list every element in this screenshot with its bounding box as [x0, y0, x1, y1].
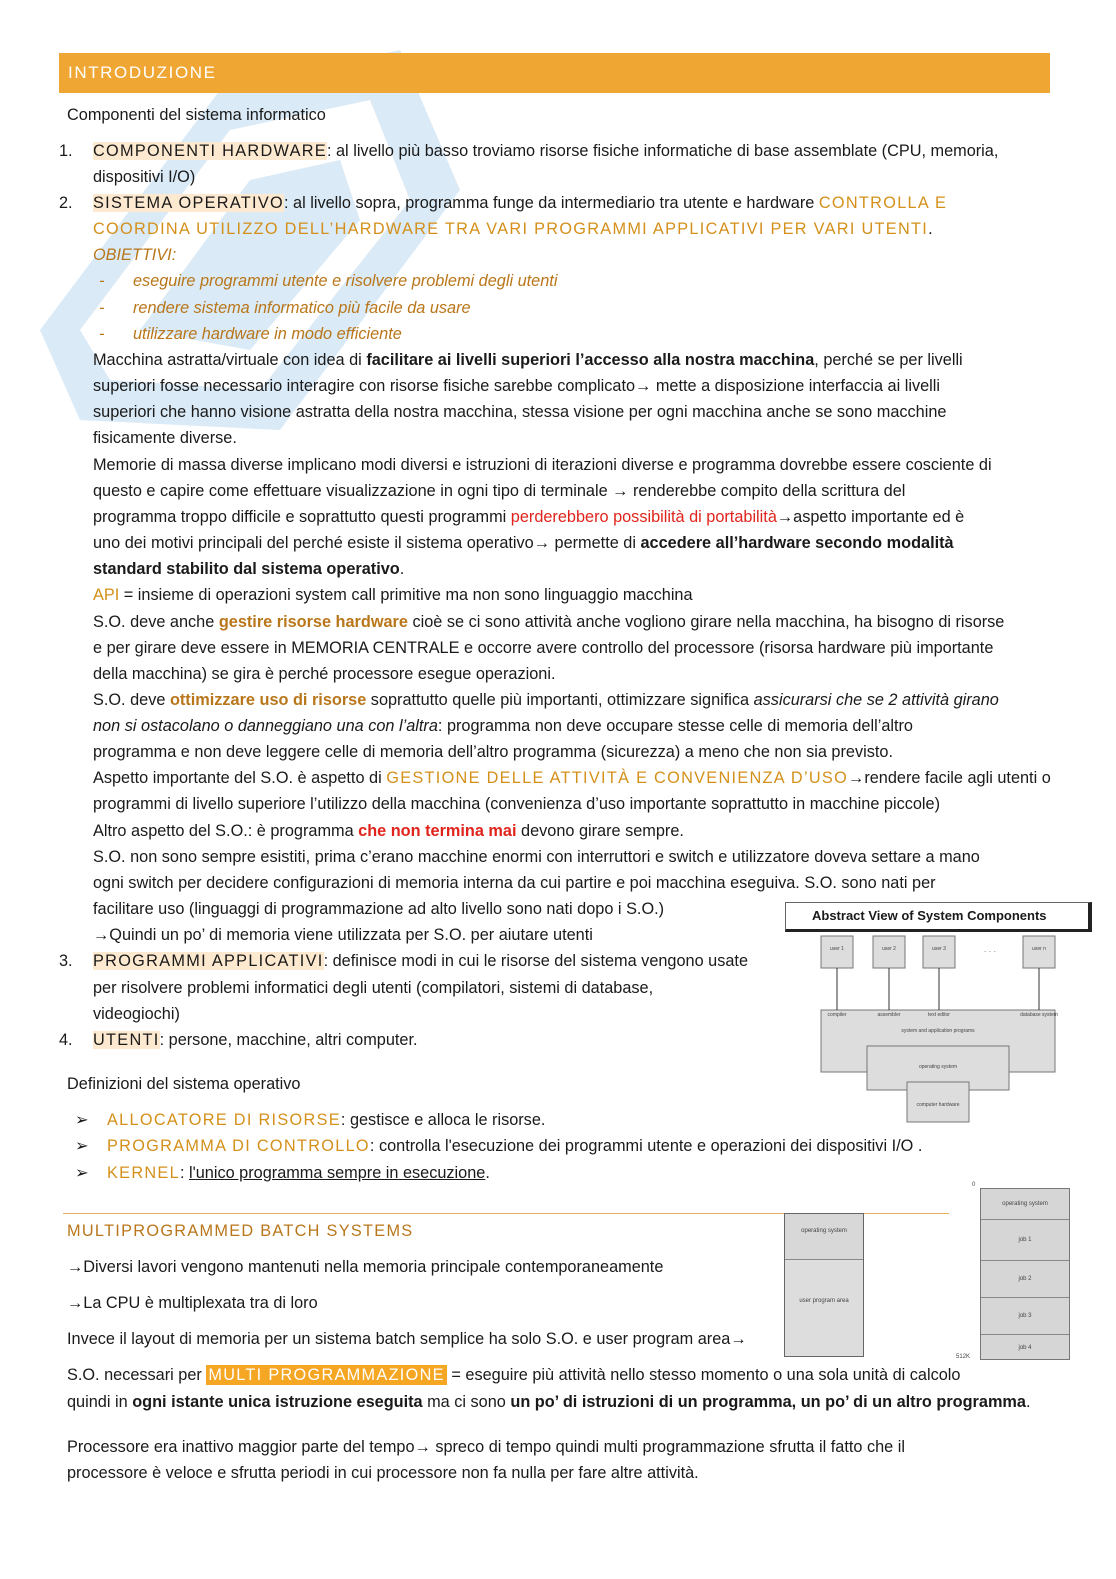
text-line: non si ostacolano o danneggiano una con l’altra: programma non deve occupare stesse celle di memoria dell’altro	[93, 717, 913, 735]
sys-apps-label: system and application programs	[901, 1028, 975, 1034]
dash: -	[99, 325, 105, 343]
memory-size: 512K	[956, 1354, 971, 1360]
text-line: Memorie di massa diverse implicano modi diversi e istruzioni di iterazioni diverse e programma dovrebbe essere cosciente di	[93, 456, 992, 474]
list-number: 4.	[59, 1031, 73, 1049]
user-label: user 3	[932, 946, 946, 952]
intro-subtitle: Componenti del sistema informatico	[67, 106, 326, 124]
app-label: assembler	[877, 1012, 901, 1018]
text-line: →Quindi un po’ di memoria viene utilizzata per S.O. per aiutare utenti	[93, 926, 593, 944]
text-line: S.O. deve anche gestire risorse hardware cioè se ci sono attività anche vogliono girare nella macchina, ha bisogno di risorse	[93, 613, 1005, 631]
text-line: e per girare deve essere in MEMORIA CENTRALE e occorre avere controllo del processore (risorsa hardware più importante	[93, 639, 994, 657]
definition-item: ALLOCATORE DI RISORSE: gestisce e alloca le risorse.	[107, 1111, 546, 1129]
text-line: COORDINA UTILIZZO DELL’HARDWARE TRA VARI PROGRAMMI APPLICATIVI PER VARI UTENTI.	[93, 220, 933, 238]
job-region: job 3	[981, 1298, 1069, 1335]
text-line: per risolvere problemi informatici degli utenti (compilatori, sistemi di database,	[93, 979, 654, 997]
text-line: S.O. necessari per MULTI PROGRAMMAZIONE = eseguire più attività nello stesso momento o una sola unità di calcolo	[67, 1366, 961, 1384]
text-line: S.O. non sono sempre esistiti, prima c’erano macchine enormi con interruttori e switch e utilizzatore doveva settare a mano	[93, 848, 980, 866]
text-line: programmi di livello superiore l’utilizzo della macchina (convenienza d’uso importante soprattutto in macchine piccole)	[93, 795, 941, 813]
job-region: job 1	[981, 1220, 1069, 1261]
text-line: videogiochi)	[93, 1005, 180, 1023]
apps-label: PROGRAMMI APPLICATIVI	[93, 952, 324, 970]
job-region: job 4	[1018, 1345, 1032, 1351]
definition-item: PROGRAMMA DI CONTROLLO: controlla l'esecuzione dei programmi utente e operazioni dei dispositivi I/O .	[107, 1137, 923, 1155]
text-line: standard stabilito dal sistema operativo.	[93, 560, 405, 578]
user-label: user 1	[830, 946, 844, 952]
definitions-title: Definizioni del sistema operativo	[67, 1075, 301, 1093]
text-line: facilitare uso (linguaggi di programmazione ad alto livello sono nati dopo i S.O.)	[93, 900, 665, 918]
definition-item: KERNEL: l'unico programma sempre in esecuzione.	[107, 1164, 490, 1182]
text-line: quindi in ogni istante unica istruzione eseguita ma ci sono un po’ di istruzioni di un programma, un po’ di un altro programma.	[67, 1393, 1031, 1411]
user-label: user n	[1032, 946, 1046, 952]
list-item-apps: PROGRAMMI APPLICATIVI: definisce modi in cui le risorse del sistema vengono usate	[93, 952, 748, 970]
text-line: Invece il layout di memoria per un sistema batch semplice ha solo S.O. e user program area→	[67, 1330, 747, 1348]
list-number: 1.	[59, 142, 73, 160]
text-line: della macchina) se gira è perché processore esegue operazioni.	[93, 665, 556, 683]
text-line: superiori che hanno visione astratta della nostra macchina, stessa visione per ogni macchina anche se sono macchine	[93, 403, 947, 421]
os-region: operating system	[785, 1214, 863, 1260]
job-region: job 2	[981, 1261, 1069, 1298]
text-line: Macchina astratta/virtuale con idea di facilitare ai livelli superiori l’accesso alla nostra macchina, perché se per livelli	[93, 351, 963, 369]
dash: -	[99, 299, 105, 317]
list-number: 2.	[59, 194, 73, 212]
abstract-view-diagram	[785, 902, 1095, 1132]
list-item-os: SISTEMA OPERATIVO: al livello sopra, programma funge da intermediario tra utente e hardware CONTROLLA E	[93, 194, 948, 212]
address-zero: 0	[972, 1182, 976, 1188]
text-line: programma troppo difficile e soprattutto questi programmi perderebbero possibilità di portabilità→aspetto importante ed è	[93, 508, 965, 526]
highlight-badge: MULTI PROGRAMMAZIONE	[208, 1366, 445, 1384]
user-label: user 2	[882, 946, 896, 952]
text-line: Processore era inattivo maggior parte del tempo→ spreco di tempo quindi multi programmazione sfrutta il fatto che il	[67, 1438, 905, 1456]
text-line: Altro aspetto del S.O.: è programma che non termina mai devono girare sempre.	[93, 822, 684, 840]
objective-item: utilizzare hardware in modo efficiente	[133, 325, 402, 343]
text-line: API = insieme di operazioni system call primitive ma non sono linguaggio macchina	[93, 586, 693, 604]
user-region: user program area	[799, 1298, 849, 1304]
text-line: uno dei motivi principali del perché esiste il sistema operativo→ permette di accedere all’hardware secondo modalità	[93, 534, 954, 552]
os-label: operating system	[918, 1064, 958, 1070]
diagram-title: Abstract View of System Components	[785, 902, 1092, 932]
text-line: questo e capire come effettuare visualizzazione in ogni tipo di terminale → renderebbe compito della scrittura del	[93, 482, 906, 500]
text-line: S.O. deve ottimizzare uso di risorse soprattutto quelle più importanti, ottimizzare significa assicurarsi che se 2 attività girano	[93, 691, 999, 709]
os-label: SISTEMA OPERATIVO	[93, 194, 284, 212]
app-label: compiler	[827, 1012, 847, 1018]
list-item-users: UTENTI: persone, macchine, altri computer.	[93, 1031, 418, 1049]
text-line: processore è veloce e sfrutta periodi in cui processore non fa nulla per fare altre attività.	[67, 1464, 699, 1482]
hw-label: computer hardware	[916, 1102, 960, 1108]
bullet-icon: ➢	[75, 1164, 89, 1182]
text-line: superiori fosse necessario interagire con risorse fisiche sarebbe complicato→ mette a disposizione interfaccia ai livelli	[93, 377, 941, 395]
list-item-hardware: COMPONENTI HARDWARE: al livello più basso troviamo risorse fisiche informatiche di base assemblate (CPU, memoria,	[93, 142, 999, 160]
text-line: →La CPU è multiplexata tra di loro	[67, 1294, 318, 1312]
hardware-label: COMPONENTI HARDWARE	[93, 142, 327, 160]
text-line: Aspetto importante del S.O. è aspetto di GESTIONE DELLE ATTIVITÀ E CONVENIENZA D’USO→rendere facile agli utenti o	[93, 769, 1051, 787]
list-number: 3.	[59, 952, 73, 970]
bullet-icon: ➢	[75, 1137, 89, 1155]
bullet-icon: ➢	[75, 1111, 89, 1129]
text-line: fisicamente diverse.	[93, 429, 237, 447]
text-line: ogni switch per decidere configurazioni di memoria interna da cui partire e poi macchina eseguiva. S.O. sono nati per	[93, 874, 936, 892]
objective-item: rendere sistema informatico più facile da usare	[133, 299, 471, 317]
text-line: →Diversi lavori vengono mantenuti nella memoria principale contemporaneamente	[67, 1258, 664, 1276]
objectives-heading: OBIETTIVI:	[93, 246, 177, 264]
text-line: dispositivi I/O)	[93, 168, 196, 186]
text-line: programma e non deve leggere celle di memoria dell’altro programma (sicurezza) a meno che non sia previsto.	[93, 743, 893, 761]
app-label: database system	[1020, 1012, 1058, 1018]
diagram-drawing	[785, 932, 1075, 1132]
section-title: INTRODUZIONE	[68, 63, 217, 82]
mbs-title: MULTIPROGRAMMED BATCH SYSTEMS	[67, 1222, 414, 1240]
objective-item: eseguire programmi utente e risolvere problemi degli utenti	[133, 272, 558, 290]
dash: -	[99, 272, 105, 290]
section-header-bar	[59, 53, 1050, 93]
multi-memory-layout	[980, 1188, 1070, 1360]
simple-memory-layout	[784, 1213, 864, 1357]
app-label: text editor	[928, 1012, 950, 1018]
users-label: UTENTI	[93, 1031, 160, 1049]
os-region: operating system	[981, 1189, 1069, 1220]
ellipsis: · · ·	[983, 947, 997, 956]
